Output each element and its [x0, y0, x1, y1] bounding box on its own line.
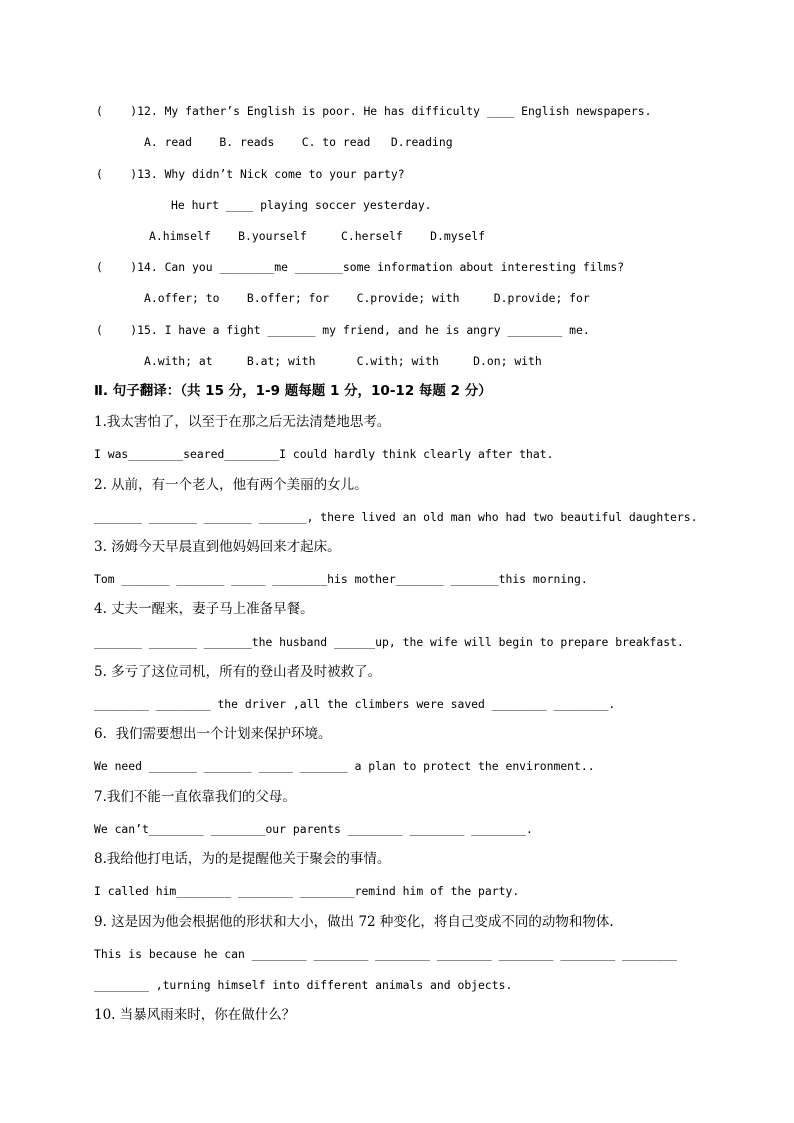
question-14: ( )14. Can you ________me _______some information about interesting films?: [96, 260, 625, 274]
translation-8-chinese: 8.我给他打电话，为的是提醒他关于聚会的事情。: [94, 851, 391, 867]
section-2-heading: Ⅱ. 句子翻译：（共 15 分，1-9 题每题 1 分，10-12 每题 2 分）: [94, 383, 492, 399]
translation-5-chinese: 5. 多亏了这位司机，所有的登山者及时被救了。: [94, 664, 382, 680]
translation-9-english-cont: ________ ,turning himself into different animals and objects.: [94, 978, 513, 992]
question-12-options: A. read B. reads C. to read D.reading: [144, 135, 453, 149]
translation-6-chinese: 6. 我们需要想出一个计划来保护环境。: [94, 726, 332, 742]
question-12: ( )12. My father’s English is poor. He has difficulty ____ English newspapers.: [96, 104, 652, 118]
translation-6-english: We need _______ _______ _____ _______ a plan to protect the environment..: [94, 759, 595, 773]
translation-4-english: _______ _______ _______the husband ______up, the wife will begin to prepare breakfast.: [94, 635, 684, 649]
question-15: ( )15. I have a fight _______ my friend, and he is angry ________ me.: [96, 323, 590, 337]
translation-5-english: ________ ________ the driver ,all the climbers were saved ________ ________.: [94, 697, 616, 711]
translation-2-chinese: 2. 从前，有一个老人，他有两个美丽的女儿。: [94, 477, 368, 493]
translation-9-english: This is because he can ________ ________ ________ ________ ________ ________ ________: [94, 947, 677, 961]
translation-3-english: Tom _______ _______ _____ ________his mother_______ _______this morning.: [94, 572, 588, 586]
translation-7-chinese: 7.我们不能一直依靠我们的父母。: [94, 789, 296, 805]
translation-8-english: I called him________ ________ ________remind him of the party.: [94, 884, 520, 898]
translation-2-english: _______ _______ _______ _______, there lived an old man who had two beautiful daughters.: [94, 510, 698, 524]
translation-7-english: We can’t________ ________our parents ________ ________ ________.: [94, 822, 533, 836]
question-15-options: A.with; at B.at; with C.with; with D.on; with: [144, 354, 542, 368]
translation-9-chinese: 9. 这是因为他会根据他的形状和大小，做出 72 种变化，将自己变成不同的动物和物体.: [94, 914, 614, 930]
question-13: ( )13. Why didn’t Nick come to your party?: [96, 167, 405, 181]
question-14-options: A.offer; to B.offer; for C.provide; with D.provide; for: [144, 291, 590, 305]
question-13-options: A.himself B.yourself C.herself D.myself: [149, 229, 486, 243]
translation-10-chinese: 10. 当暴风雨来时，你在做什么？: [94, 1007, 296, 1023]
translation-4-chinese: 4. 丈夫一醒来，妻子马上准备早餐。: [94, 601, 314, 617]
translation-1-english: I was________seared________I could hardly think clearly after that.: [94, 447, 554, 461]
translation-1-chinese: 1.我太害怕了，以至于在那之后无法清楚地思考。: [94, 414, 391, 430]
question-13-reply: He hurt ____ playing soccer yesterday.: [171, 198, 432, 212]
translation-3-chinese: 3. 汤姆今天早晨直到他妈妈回来才起床。: [94, 539, 341, 555]
